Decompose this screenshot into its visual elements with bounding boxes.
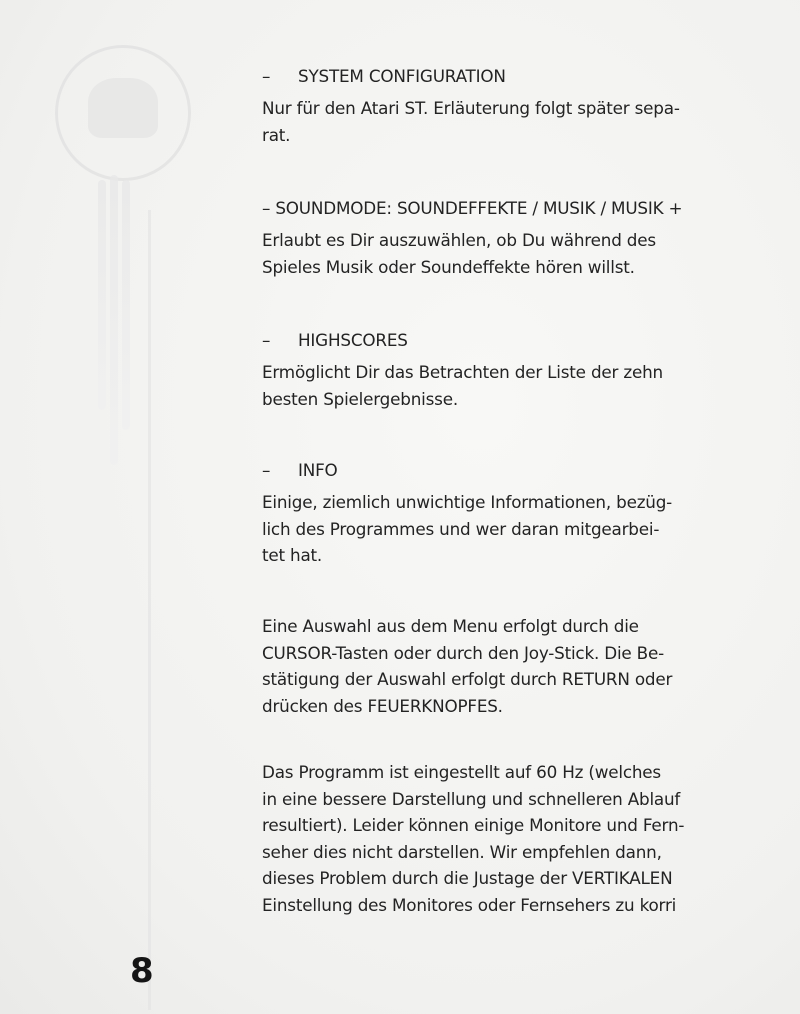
page-number: 8	[130, 951, 152, 991]
menu-option-info	[262, 457, 762, 569]
text-line: rat.	[262, 124, 291, 145]
option-description	[262, 359, 762, 412]
text-line: tet hat.	[262, 545, 323, 565]
text-line: stätigung der Auswahl erfolgt durch RETURN oder	[262, 669, 673, 689]
heading-dash: –	[262, 66, 271, 86]
text-line: Eine Auswahl aus dem Menu erfolgt durch die	[262, 616, 639, 636]
page-edge-shadow	[148, 210, 151, 1010]
refresh-rate-paragraph	[262, 759, 762, 918]
text-line: Spieles Musik oder Soundeffekte hören willst.	[262, 256, 635, 277]
text-line: Einige, ziemlich unwichtige Informationen, bezüg-	[262, 492, 673, 512]
option-description	[262, 489, 762, 569]
text-line: besten Spielergebnisse.	[262, 388, 458, 409]
faint-emblem-stem	[110, 175, 118, 465]
heading-dash: –	[262, 460, 271, 480]
menu-option-system-configuration	[262, 63, 762, 148]
text-line: Das Programm ist eingestellt auf 60 Hz (welches	[262, 762, 661, 782]
faint-emblem-stem-right	[122, 180, 130, 430]
text-line: drücken des FEUERKNOPFES.	[262, 695, 503, 716]
text-line: CURSOR-Tasten oder durch den Joy-Stick. Die Be-	[262, 642, 664, 663]
text-line: Erlaubt es Dir auszuwählen, ob Du während des	[262, 230, 656, 250]
text-line: Ermöglicht Dir das Betrachten der Liste der zehn	[262, 362, 663, 382]
option-heading	[262, 63, 762, 89]
faint-emblem-icon	[55, 45, 191, 181]
text-line: lich des Programmes und wer daran mitgearbei-	[262, 518, 660, 539]
text-line: Nur für den Atari ST. Erläuterung folgt später sepa-	[262, 98, 680, 118]
option-title: INFO	[298, 460, 338, 480]
option-heading	[262, 457, 762, 483]
option-description	[262, 227, 762, 280]
option-heading	[262, 195, 762, 221]
menu-option-soundmode	[262, 195, 762, 280]
faint-emblem-stem-left	[98, 180, 106, 410]
text-line: seher dies nicht darstellen. Wir empfehlen dann,	[262, 841, 662, 862]
menu-selection-paragraph	[262, 613, 762, 719]
heading-dash: –	[262, 330, 271, 350]
option-title: – SOUNDMODE: SOUNDEFFEKTE / MUSIK / MUSIK +	[262, 198, 683, 218]
text-line: in eine bessere Darstellung und schnelleren Ablauf	[262, 788, 681, 809]
option-description	[262, 95, 762, 148]
option-heading	[262, 327, 762, 353]
text-line: Einstellung des Monitores oder Fernsehers zu korri	[262, 894, 677, 915]
menu-option-highscores	[262, 327, 762, 412]
text-line: dieses Problem durch die Justage der VERTIKALEN	[262, 868, 673, 888]
text-line: resultiert). Leider können einige Monitore und Fern-	[262, 815, 685, 835]
option-title: SYSTEM CONFIGURATION	[298, 66, 506, 86]
option-title: HIGHSCORES	[298, 330, 408, 350]
